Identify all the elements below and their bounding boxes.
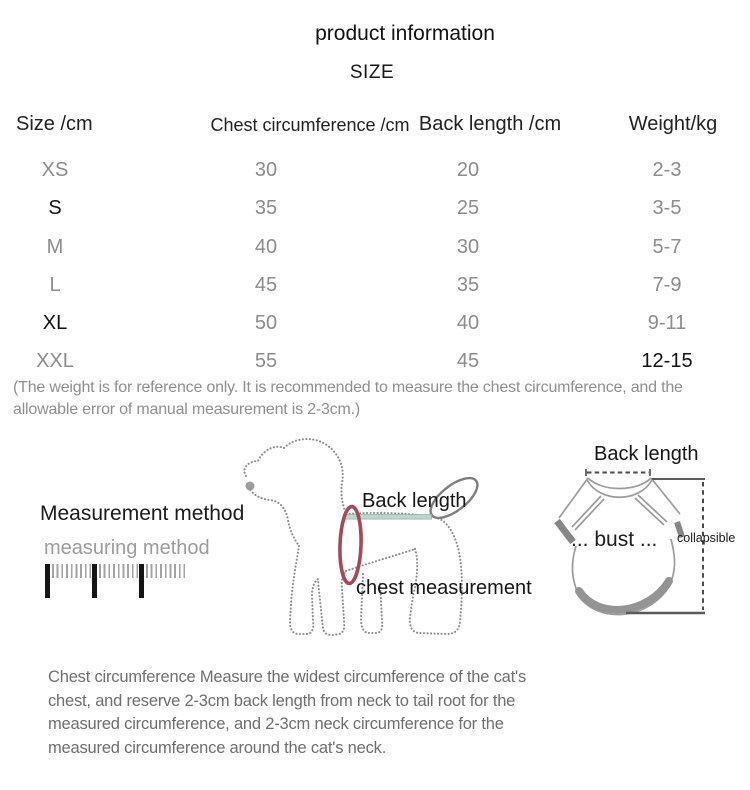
back-value: 40 xyxy=(456,312,480,335)
chest-value: 30 xyxy=(254,159,278,181)
table-row xyxy=(0,189,750,227)
table-note-line: (The weight is for reference only. It is recommended to measure the chest circumference, and the xyxy=(13,379,683,396)
dog-back-length-label: Back length xyxy=(362,490,467,512)
table-row xyxy=(0,228,750,266)
shirt-back-length-label: Back length xyxy=(594,443,699,465)
size-value: M xyxy=(46,235,64,258)
ruler-bar xyxy=(139,564,144,598)
weight-value: 9-11 xyxy=(647,312,687,335)
note-line: chest, and reserve 2-3cm back length from neck to tail root for the xyxy=(48,691,516,710)
note-line: measured circumference, and 2-3cm neck circumference for the xyxy=(48,715,504,734)
col-header-weight: Weight/kg xyxy=(628,113,718,135)
weight-value: 3-5 xyxy=(652,197,682,220)
note-line: measured circumference around the cat's neck. xyxy=(48,739,387,758)
ruler-bar xyxy=(45,564,50,598)
page-title: product information xyxy=(315,22,495,45)
back-value: 30 xyxy=(456,235,480,258)
shirt-collapsible-label: collapsible xyxy=(677,531,736,545)
measuring-method-label: measuring method xyxy=(44,537,210,559)
table-row xyxy=(0,266,750,304)
back-value: 20 xyxy=(456,159,480,181)
chest-circumference-note xyxy=(48,666,526,761)
measurement-method-label: Measurement method xyxy=(40,502,245,525)
ruler-ticks xyxy=(52,564,91,578)
weight-value: 5-7 xyxy=(652,235,682,258)
chest-value: 45 xyxy=(254,273,278,296)
weight-value: 2-3 xyxy=(652,159,682,181)
chest-value: 40 xyxy=(254,235,278,258)
col-header-back: Back length /cm xyxy=(418,113,562,135)
chest-value: 50 xyxy=(254,312,278,335)
col-header-size: Size /cm xyxy=(16,113,93,135)
size-value: XS xyxy=(41,159,69,181)
weight-value: 12-15 xyxy=(641,350,693,373)
size-table xyxy=(0,151,750,381)
size-value: XL xyxy=(42,312,68,335)
table-row xyxy=(0,304,750,342)
ruler-ticks xyxy=(146,564,185,578)
table-row xyxy=(0,342,750,380)
dog-sketch xyxy=(244,439,462,635)
size-value: L xyxy=(49,273,61,296)
size-value: XXL xyxy=(36,350,74,373)
note-line: Chest circumference Measure the widest circumference of the cat's xyxy=(48,668,527,686)
back-value: 45 xyxy=(456,350,480,373)
dog-chest-measurement-label: chest measurement xyxy=(356,577,532,599)
table-row xyxy=(0,151,750,189)
col-header-chest: Chest circumference /cm xyxy=(210,115,410,135)
ruler-icon xyxy=(45,564,187,599)
shirt-bust-label: ... bust ... xyxy=(571,528,658,551)
size-value: S xyxy=(48,197,62,220)
ruler-ticks xyxy=(99,564,138,578)
weight-value: 7-9 xyxy=(652,273,682,296)
shirt-hem xyxy=(579,581,669,610)
table-note-line: allowable error of manual measurement is 2-3cm.) xyxy=(13,401,360,418)
back-value: 35 xyxy=(456,273,480,296)
back-value: 25 xyxy=(456,197,480,220)
page-subtitle: SIZE xyxy=(349,62,395,83)
ruler-bar xyxy=(92,564,97,598)
chest-value: 55 xyxy=(254,350,278,373)
dog-nose xyxy=(246,482,255,491)
chest-value: 35 xyxy=(254,197,278,220)
table-note xyxy=(13,377,683,421)
